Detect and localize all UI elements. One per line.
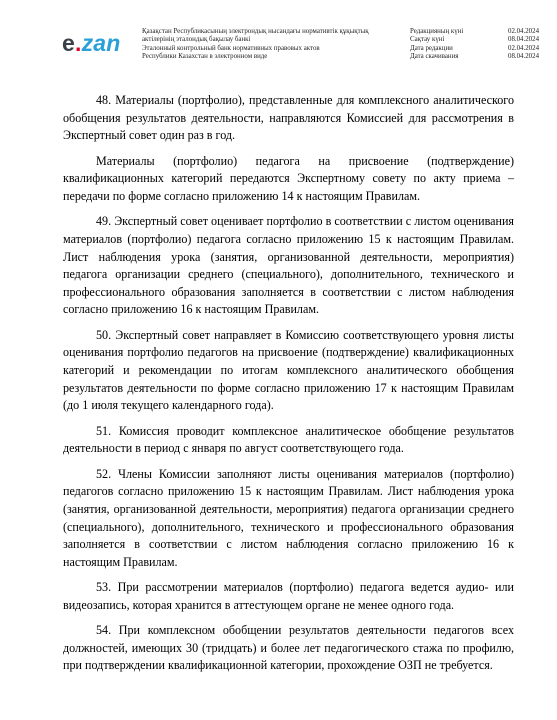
registry-description <box>142 28 392 61</box>
paragraph-53: 53. При рассмотрении материалов (портфолио) педагога ведется аудио- или видеозапись, которая хранится в аттестующем органе не менее одного года. <box>63 580 514 612</box>
paragraph-51: 51. Комиссия проводит комплексное аналитическое обобщение результатов деятельности в период с января по август соответствующего года. <box>63 423 514 456</box>
date-row <box>410 53 550 61</box>
logo-prefix: e <box>62 30 75 56</box>
date-label: Сақтау күні <box>410 36 445 44</box>
paragraph-48: 48. Материалы (портфолио), представленные для комплексного аналитического обобщения результатов деятельности, направляются Комиссией для рассмотрения в Экспертный совет один раз в год. <box>63 93 514 143</box>
date-value: 08.04.2024 <box>508 36 540 44</box>
registry-line: Эталонный контрольный банк нормативных правовых актов <box>142 44 320 52</box>
date-label: Дата редакции <box>410 44 453 52</box>
logo-dot: . <box>75 30 82 56</box>
date-value: 08.04.2024 <box>508 52 540 60</box>
document-body <box>63 92 514 683</box>
date-row <box>410 36 550 44</box>
ezan-logo <box>62 32 121 55</box>
date-row <box>410 45 550 53</box>
document-header <box>0 0 557 72</box>
date-value: 02.04.2024 <box>508 28 540 35</box>
date-value: 02.04.2024 <box>508 44 540 52</box>
paragraph-48-continued: Материалы (портфолио) педагога на присвоение (подтверждение) квалификационных категорий передаются Экспертному совету по акту приема – передачи по форме согласно приложению 14 к настоящим Правилам. <box>63 153 514 203</box>
registry-line: Қазақстан Республикасының электрондық нысандағы нормативтік құқықтық <box>142 28 369 35</box>
date-label: Редакцияның күні <box>410 28 464 35</box>
paragraph-50: 50. Экспертный совет направляет в Комиссию соответствующего уровня листы оценивания портфолио педагогов на присвоение (подтверждение) квалификационных категорий и рекомендации по итогам комплексного аналитического обобщения результатов деятельности по форме согласно приложению 17 к настоящим Правилам (до 1 июля текущего календарного года). <box>63 327 514 413</box>
paragraph-52: 52. Члены Комиссии заполняют листы оценивания материалов (портфолио) педагогов согласно приложению 15 к настоящим Правилам. Лист наблюдения урока (занятия, организованной деятельности, мероприятия) педагога организации среднего (специального), дополнительного, технического и профессионального образования заполняется в соответствии с листом наблюдения согласно приложению 16 к настоящим Правилам. <box>63 466 514 569</box>
date-row <box>410 28 550 36</box>
logo-suffix: zan <box>81 30 121 56</box>
registry-line: Республики Казахстан в электронном виде <box>142 52 268 60</box>
paragraph-49: 49. Экспертный совет оценивает портфолио в соответствии с листом оценивания материалов (портфолио) педагога согласно приложению 15 к настоящим Правилам. Лист наблюдения урока (занятия, организованной деятельности, мероприятия) педагога организации среднего (специального), дополнительного, технического и профессионального образования заполняется в соответствии с листом наблюдения согласно приложению 16 к настоящим Правилам. <box>63 214 514 317</box>
document-dates <box>410 28 550 61</box>
date-label: Дата скачивания <box>410 52 459 60</box>
registry-line: актілерінің эталондық бақылау банкі <box>142 36 251 44</box>
paragraph-54: 54. При комплексном обобщении результатов деятельности педагогов всех должностей, имеющих 30 (тридцать) и более лет педагогического стажа по профилю, при подтверждении квалификационной категории, прохождение ОЗП не требуется. <box>63 623 514 673</box>
